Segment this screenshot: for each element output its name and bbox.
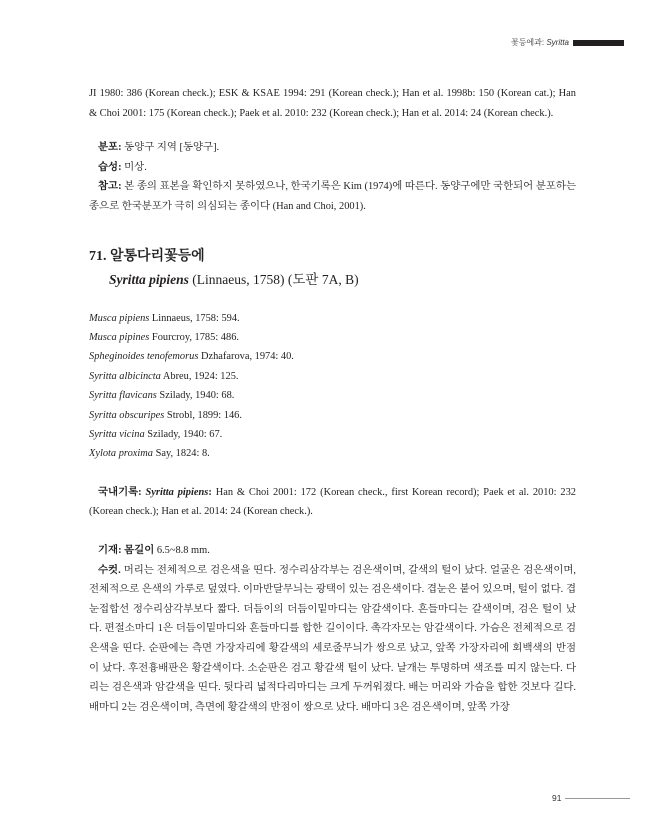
korean-records-label: 국내기록:	[98, 486, 142, 498]
species-number: 71.	[89, 248, 107, 264]
synonym-author: Strobl, 1899: 146.	[164, 409, 242, 421]
male-label: 수컷.	[98, 564, 121, 576]
synonym-author: Linnaeus, 1758: 594.	[149, 312, 240, 324]
footer-rule	[565, 798, 630, 799]
synonym-author: Szilady, 1940: 67.	[144, 429, 223, 440]
species-korean-name: 알통다리꽃등에	[106, 248, 205, 264]
synonym-list	[89, 309, 576, 464]
synonym-name: Syritta obscuripes	[89, 409, 165, 421]
habit-text: 미상.	[121, 161, 147, 173]
synonym-author: Abreu, 1924: 125.	[160, 370, 239, 382]
page-footer	[552, 793, 630, 803]
synonym-author: Szilady, 1940: 68.	[156, 390, 235, 402]
distribution-text: 동양구 지역 [동양구].	[121, 142, 220, 154]
male-description-paragraph	[89, 561, 576, 718]
synonym-item	[89, 406, 576, 425]
synonym-author: Dzhafarova, 1974: 40.	[198, 351, 294, 363]
synonym-item	[89, 444, 576, 463]
distribution-paragraph	[89, 138, 576, 158]
note-text: 본 종의 표본을 확인하지 못하였으나, 한국기록은 Kim (1974)에 따른다. 동양구에만 국한되어 분포하는 종으로 한국분포가 극히 의심되는 종이다 (Han and Choi, 2001).	[89, 181, 576, 212]
synonym-item	[89, 328, 576, 347]
korean-records-text: Han & Choi 2001: 172 (Korean check., first Korean record); Paek et al. 2010: 232 (Korean check.); Han et al. 2014: 24 (Korean check.).	[89, 486, 576, 518]
synonym-item	[89, 425, 576, 444]
running-header	[511, 37, 624, 48]
synonym-item	[89, 347, 576, 366]
header-bar	[573, 40, 624, 46]
habit-paragraph	[89, 158, 576, 178]
species-author-plate: (Linnaeus, 1758) (도판 7A, B)	[188, 271, 359, 287]
synonym-name: Syritta albicincta	[89, 370, 161, 382]
synonym-author: Say, 1824: 8.	[152, 448, 210, 460]
species-scientific-name: Syritta pipiens	[109, 271, 189, 287]
synonym-item	[89, 309, 576, 328]
species-scientific-line	[89, 269, 576, 291]
distribution-label: 분포:	[98, 142, 122, 154]
korean-records-colon: :	[208, 486, 212, 498]
intro-references: JI 1980: 386 (Korean check.); ESK & KSAE 1994: 291 (Korean check.); Han et al. 1998b: 150 (Korean cat.); Han & Choi 2001: 175 (Korean check.); Paek et al. 2010: 232 (Korean check.); Han et al. 2014: 24 (Korean check.).	[89, 88, 576, 119]
species-heading	[89, 247, 576, 267]
synonym-name: Musca pipines	[89, 331, 150, 343]
note-label: 참고:	[98, 181, 122, 193]
note-paragraph	[89, 177, 576, 216]
habit-label: 습성:	[98, 161, 122, 173]
synonym-name: Spheginoides tenofemorus	[89, 351, 199, 363]
synonym-author: Fourcroy, 1785: 486.	[149, 331, 239, 343]
synonym-item	[89, 367, 576, 386]
header-text	[511, 37, 569, 48]
synonym-name: Syritta flavicans	[89, 390, 157, 402]
synonym-item	[89, 386, 576, 405]
synonym-name: Xylota proxima	[89, 448, 153, 460]
male-description-text: 머리는 전체적으로 검은색을 띤다. 정수리삼각부는 검은색이며, 갈색의 털이 났다. 얼굴은 검은색이며, 전체적으로 은색의 가루로 덮였다. 이마반달무늬는 광택이 있는 검은색이다. 겹눈은 붙어 있으며, 털이 없다. 겹눈접합선 정수리삼각부보다 짧다. 더듬이의 더듬이밑마디는 암갈색이다. 흔들마디는 갈색이며, 검은 털이 났다. 편절소마디 1은 더듬이밑마디와 흔들마디를 합한 길이이다. 촉각자모는 암갈색이다. 가슴은 전체적으로 검은색을 띤다. 순판에는 측면 가장자리에 황갈색의 세로줄무늬가 쌍으로 났고, 앞쪽 가장자리에 회백색의 반점이 났다. 후전흉배판은 황갈색이다. 소순판은 검고 황갈색 털이 났다. 날개는 투명하며 색조를 띠지 않는다. 다리는 검은색과 암갈색을 띤다. 뒷다리 넓적다리마디는 크게 두꺼워졌다. 배는 머리와 가슴을 합한 것보다 길다. 배마디 2는 검은색이며, 측면에 황갈색의 반점이 쌍으로 났다. 배마디 3은 검은색이며, 앞쪽 가장	[89, 564, 577, 713]
header-genus: Syritta	[546, 38, 569, 47]
page-body	[89, 84, 576, 717]
page-number: 91	[552, 793, 562, 803]
synonym-name: Musca pipiens	[89, 312, 150, 324]
korean-records-species: Syritta pipiens	[141, 486, 209, 498]
body-length: 6.5~8.8 mm.	[154, 545, 210, 556]
korean-records-paragraph	[89, 483, 576, 522]
description-label: 기재: 몸길이	[98, 545, 155, 556]
description-length-paragraph	[89, 541, 576, 561]
synonym-name: Syritta vicina	[89, 429, 145, 440]
header-family: 꽃등에과:	[510, 38, 547, 47]
